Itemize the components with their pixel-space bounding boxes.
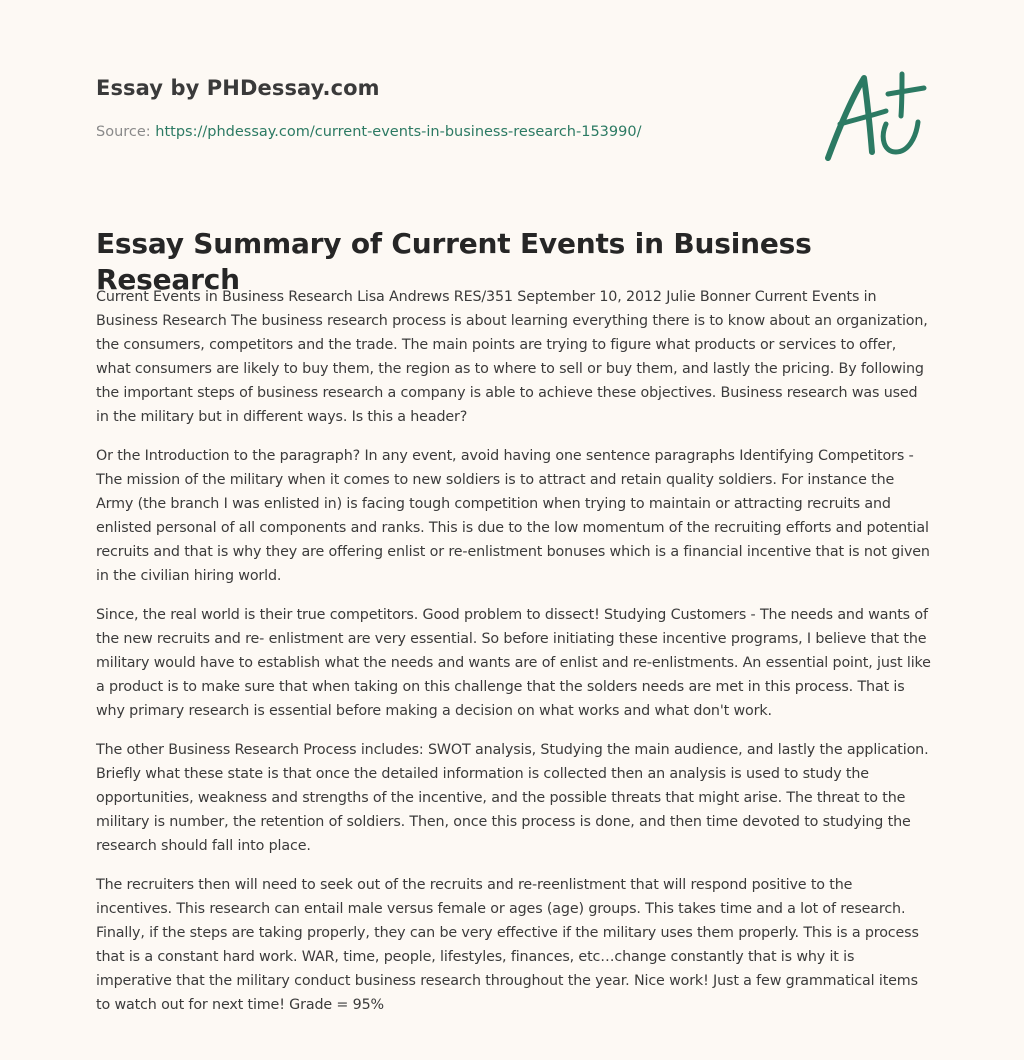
paragraph: Current Events in Business Research Lisa Andrews RES/351 September 10, 2012 Julie Bonner Current Events in Business Research The business research process is about learning everything there is to know about an organization, the consumers, competitors and the trade. The main points are trying to figure what products or services to offer, what consumers are likely to buy them, the region as to where to sell or buy them, and lastly the pricing. By following the important steps of business research a company is able to achieve these objectives. Business research was used in the military but in different ways. Is this a header? xyxy=(96,289,928,425)
article-body xyxy=(96,285,932,1032)
source-line xyxy=(96,124,641,140)
paragraph: Or the Introduction to the paragraph? In any event, avoid having one sentence paragraphs Identifying Competitors - The mission of the military when it comes to new soldiers is to attract and retain quality soldiers. For instance the Army (the branch I was enlisted in) is facing tough competition when trying to maintain or attracting recruits and enlisted personal of all components and ranks. This is due to the low momentum of the recruiting efforts and potential recruits and that is why they are offering enlist or re-enlistment bonuses which is a financial incentive that is not given in the civilian hiring world. xyxy=(96,448,930,584)
paragraph: Since, the real world is their true competitors. Good problem to dissect! Studying Customers - The needs and wants of the new recruits and re- enlistment are very essential. So before initiating these incentive programs, I believe that the military would have to establish what the needs and wants are of enlist and re-enlistments. An essential point, just like a product is to make sure that when taking on this challenge that the solders needs are met in this process. That is why primary research is essential before making a decision on what works and what don't work. xyxy=(96,607,931,719)
article-title: Essay Summary of Current Events in Business Research xyxy=(96,227,812,296)
paragraph: The recruiters then will need to seek out of the recruits and re-reenlistment that will respond positive to the incentives. This research can entail male versus female or ages (age) groups. This takes time and a lot of research. Finally, if the steps are taking properly, they can be very effective if the military uses them properly. This is a process that is a constant hard work. WAR, time, people, lifestyles, finances, etc…change constantly that is why it is imperative that the military conduct business research throughout the year. Nice work! Just a few grammatical items to watch out for next time! Grade = 95% xyxy=(96,877,919,1013)
source-link[interactable]: https://phdessay.com/current-events-in-business-research-153990/ xyxy=(155,124,642,140)
source-label: Source: xyxy=(96,124,156,140)
a-plus-logo-icon xyxy=(818,66,928,166)
paragraph: The other Business Research Process includes: SWOT analysis, Studying the main audience, and lastly the application. Briefly what these state is that once the detailed information is collected then an analysis is used to study the opportunities, weakness and strengths of the incentive, and the possible threats that might arise. The threat to the military is number, the retention of soldiers. Then, once this process is done, and then time devoted to studying the research should fall into place. xyxy=(96,742,929,854)
site-brand: Essay by PHDessay.com xyxy=(96,76,380,100)
